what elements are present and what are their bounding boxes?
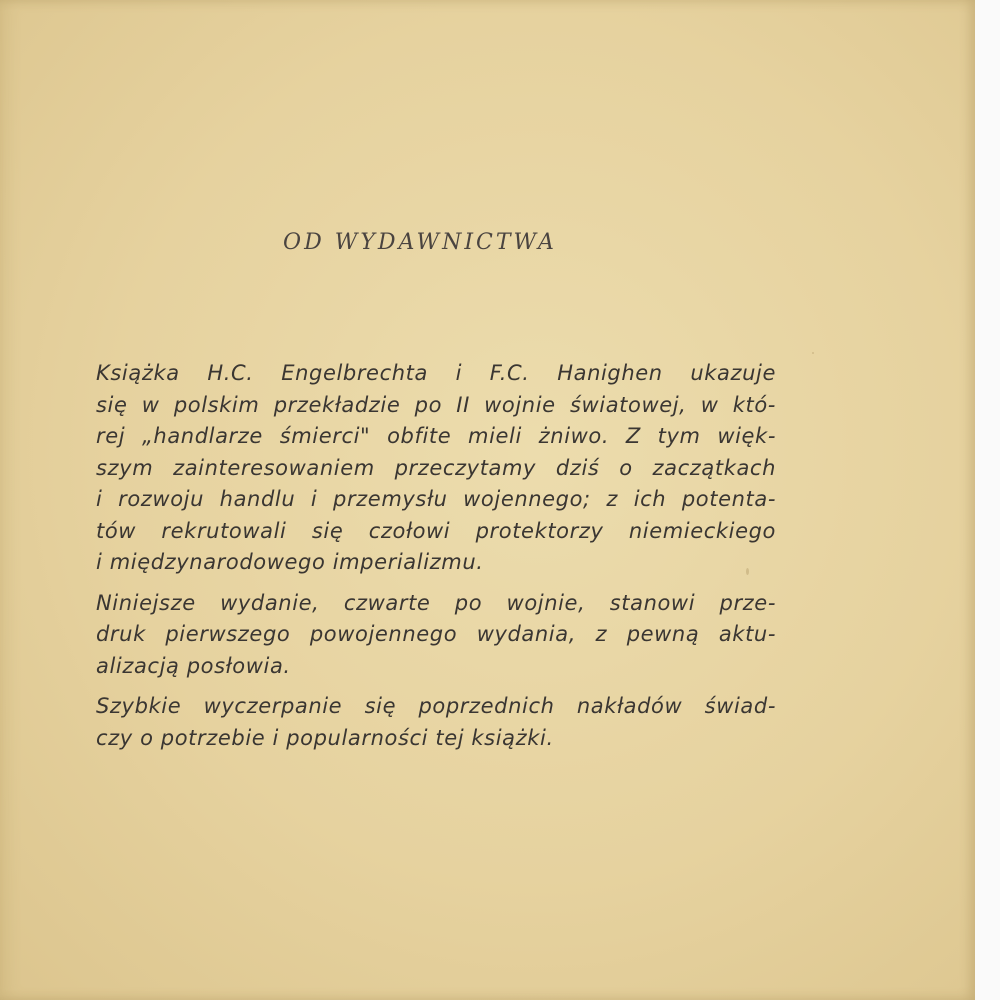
text-line: tów rekrutowali się czołowi protektorzy niemieckiego (96, 518, 776, 543)
text-line: i rozwoju handlu i przemysłu wojennego; z ich potenta- (96, 487, 776, 511)
text-line: się w polskim przekładzie po II wojnie światowej, w któ- (96, 392, 776, 417)
text-line: i międzynarodowego imperializmu. (96, 550, 484, 574)
page-edge (975, 0, 1000, 1000)
publisher-note-text (96, 358, 776, 754)
text-line: Niniejsze wydanie, czwarte po wojnie, stanowi prze- (96, 590, 776, 615)
paragraph (96, 691, 776, 754)
paragraph (96, 358, 776, 579)
text-line: czy o potrzebie i popularności tej książki. (96, 725, 554, 750)
text-line: alizacją posłowia. (96, 653, 291, 678)
section-heading: OD WYDAWNICTWA (283, 230, 557, 255)
paragraph (96, 588, 776, 683)
text-line: szym zainteresowaniem przeczytamy dziś o zaczątkach (96, 455, 776, 480)
text-line: rej „handlarze śmierci" obfite mieli żniwo. Z tym więk- (96, 424, 776, 448)
text-line: Szybkie wyczerpanie się poprzednich nakładów świad- (96, 694, 776, 718)
paragraph-gap (96, 682, 776, 691)
paragraph-gap (96, 579, 776, 588)
paper-speck (812, 352, 814, 354)
text-line: Książka H.C. Engelbrechta i F.C. Hanighen ukazuje (96, 361, 776, 385)
text-line: druk pierwszego powojennego wydania, z pewną aktu- (96, 622, 776, 646)
